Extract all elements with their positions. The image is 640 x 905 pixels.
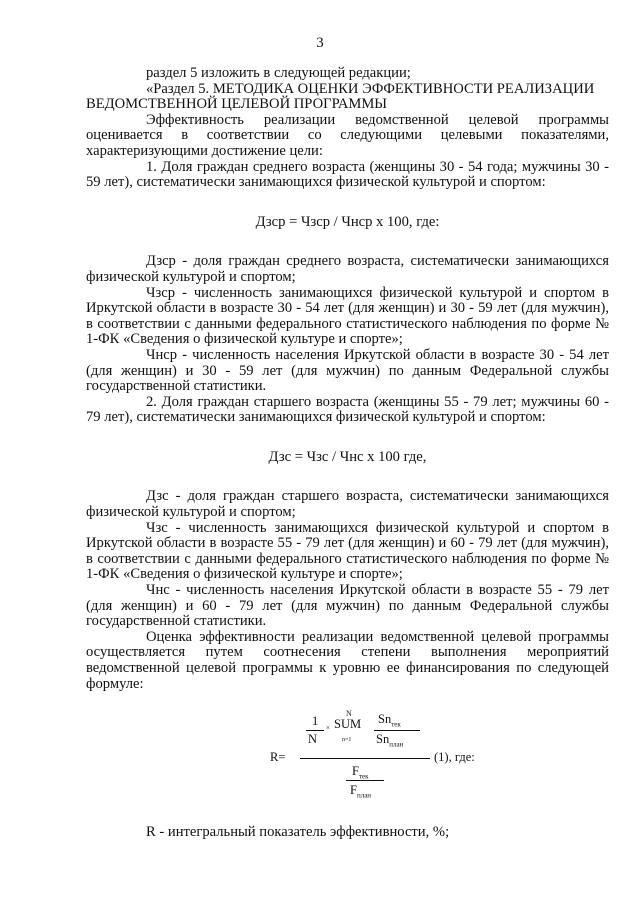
formula-2: Дзс = Чзс / Чнс х 100 где, [268, 448, 427, 465]
paragraph-chzsr: Чзср - численность занимающихся физической культурой и спортом в Иркутской области в возрасте 30 - 54 лет (для женщин) и 30 - 59 лет (для мужчин), в соответствии с данными федерального статистического наблюдения по форме № 1-ФК «Сведения о физической культуре и спорте»; [86, 284, 609, 348]
paragraph-indicator-2: 2. Доля граждан старшего возраста (женщины 55 - 79 лет; мужчины 60 - 79 лет), систематически занимающихся физической культурой и спортом: [86, 393, 609, 426]
paragraph-dzs: Дзс - доля граждан старшего возраста, систематически занимающихся физической культурой и спортом; [86, 488, 609, 521]
eq-sum-top: N [346, 709, 352, 719]
paragraph-effectiveness: Эффективность реализации ведомственной целевой программы оценивается в соответствии со следующими целевыми показателями, характеризующими достижение цели: [86, 111, 609, 159]
paragraph-dzsr: Дзср - доля граждан среднего возраста, систематически занимающихся физической культурой и спортом; [86, 253, 609, 285]
formula-1: Дзср = Чзср / Чнср х 100, где: [255, 213, 440, 230]
paragraph-chzs: Чзс - численность занимающихся физической культурой и спортом в Иркутской области в возрасте 55 - 79 лет (для женщин) и 60 - 79 лет (для мужчин), в соответствии с данными федерального статистического наблюдения по форме № 1-ФК «Сведения о физической культуре и спорте»; [86, 519, 609, 583]
integral-formula [86, 704, 609, 809]
paragraph-chns: Чнс - численность населения Иркутской области в возрасте 55 - 79 лет (для женщин) и 60 - 79 лет (для мужчин) по данным Федеральной службы государственной статистики. [86, 582, 609, 630]
section-heading-line2: ВЕДОМСТВЕННОЙ ЦЕЛЕВОЙ ПРОГРАММЫ [86, 96, 388, 113]
eq-sn-tek: $Sn_{тек}$ [378, 712, 401, 729]
eq-sum-bottom: n=1 [342, 737, 352, 744]
eq-sum: SUM [334, 717, 362, 732]
paragraph-chnsr: Чнср - численность населения Иркутской области в возрасте 30 - 54 лет (для женщин) и 30 - 59 лет (для мужчин) по данным Федеральной службы государственной статистики. [86, 346, 609, 395]
page-number: 3 [316, 35, 324, 51]
paragraph-indicator-1: 1. Доля граждан среднего возраста (женщины 30 - 54 года; мужчины 30 - 59 лет), систематически занимающихся физической культурой и спортом: [86, 158, 609, 191]
eq-f-tek: $F_{тек}$ [352, 764, 369, 781]
section-heading-line1: «Раздел 5. МЕТОДИКА ОЦЕНКИ ЭФФЕКТИВНОСТИ РЕАЛИЗАЦИИ [146, 80, 595, 97]
document-body [86, 66, 609, 841]
eq-f-plan: $F_{план}$ [350, 783, 372, 800]
eq-sn-plan: $Sn_{план}$ [376, 732, 404, 749]
paragraph-r-definition: R - интегральный показатель эффективности, %; [146, 824, 450, 841]
eq-r: R= [270, 750, 286, 765]
section-heading [86, 82, 609, 113]
eq-times: × [326, 724, 330, 733]
paragraph-intro: раздел 5 изложить в следующей редакции; [146, 65, 411, 81]
eq-one: 1 [312, 714, 319, 729]
paragraph-assessment: Оценка эффективности реализации ведомственной целевой программы осуществляется путем соотнесения степени выполнения мероприятий ведомственной целевой программы к уровню ее финансирования по следующей формуле: [86, 628, 609, 692]
eq-tail: (1), где: [434, 750, 475, 765]
eq-n: N [308, 732, 318, 747]
